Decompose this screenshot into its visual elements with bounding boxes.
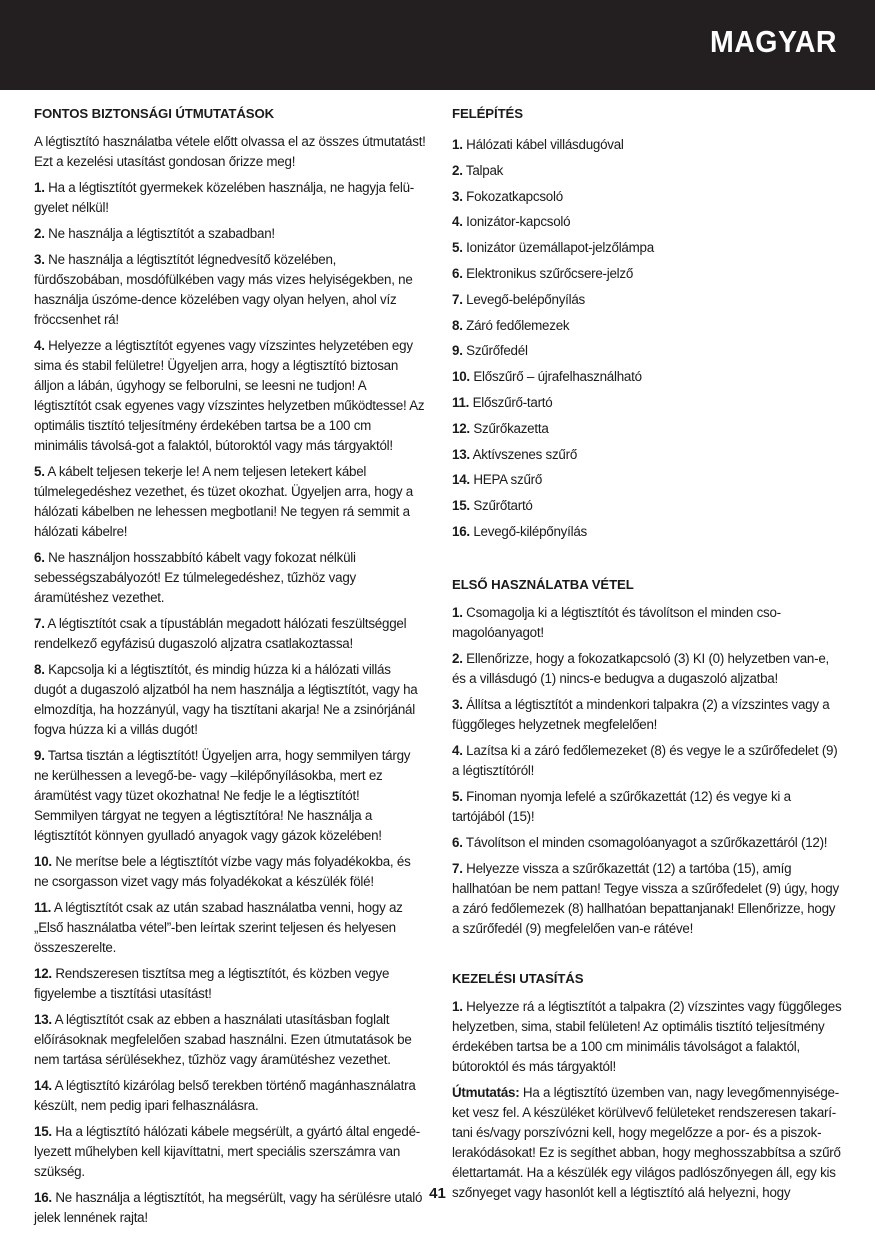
- header-bar: [0, 0, 875, 90]
- item-text: Szűrőkazetta: [473, 420, 549, 436]
- item-text: Ellenőrizze, hogy a fokozatkapcsoló (3) KI (0) helyzetben van-e, és a villásdugó (1) nincs-e bedugva a dugaszoló aljzatba!: [452, 650, 830, 686]
- item-number: 13.: [34, 1012, 52, 1027]
- item-text: Rendszeresen tisztítsa meg a légtisztítót, és közben vegye figyelembe a tisztítási utasítást!: [34, 966, 390, 1001]
- safety-intro: A légtisztító használatba vétele előtt olvassa el az összes útmutatást! Ezt a kezelési utasítást gondosan őrizze meg!: [34, 134, 426, 169]
- right-column: [452, 104, 844, 1209]
- structure-item: [452, 209, 844, 235]
- item-number: 6.: [452, 834, 463, 850]
- structure-item: [452, 158, 844, 184]
- item-number: 7.: [34, 616, 45, 631]
- item-number: 7.: [452, 291, 463, 307]
- item-text: Kapcsolja ki a légtisztítót, és mindig húzza ki a hálózati villás dugót a dugaszoló aljzatból ha nem használja a légtisztítót, vagy ha elmozdítja, ha hozzányúl, vagy ha tisztítani akarja! Ne a zsinórjánál fogva húzza ki a villás dugót!: [34, 662, 418, 737]
- safety-item: [34, 614, 426, 654]
- item-text: A légtisztítót csak az után szabad használatba venni, hogy az „Első használatba vétel”-ben leírtak szerint teljesen és helyesen összeszerelte.: [34, 900, 403, 955]
- item-text: Helyezze rá a légtisztítót a talpakra (2) vízszintes vagy függőleges helyzetben, sima, stabil felületen! Az optimális tisztító teljesítmény érdekében tartsa be a 100 cm minimális távolságot a falaktól, bútoroktól és más tárgyaktól!: [452, 998, 842, 1074]
- safety-item: [34, 224, 426, 244]
- item-text: Aktívszenes szűrő: [472, 446, 578, 462]
- item-number: 1.: [452, 137, 463, 152]
- item-number: 2.: [34, 226, 45, 241]
- item-number: 6.: [34, 550, 45, 565]
- first-use-title: ELSŐ HASZNÁLATBA VÉTEL: [452, 576, 634, 592]
- item-number: 11.: [452, 394, 470, 410]
- item-text: Előszűrő – újrafelhasználható: [473, 369, 642, 385]
- item-number: 4.: [452, 742, 463, 758]
- language-label: MAGYAR: [710, 24, 837, 59]
- structure-item: [452, 493, 844, 519]
- safety-item: [34, 1122, 426, 1182]
- structure-item: [452, 132, 844, 158]
- left-column: [34, 104, 426, 1234]
- item-text: Fokozatkapcsoló: [466, 188, 563, 204]
- item-number: 15.: [34, 1124, 52, 1139]
- item-number: 10.: [452, 369, 470, 385]
- item-text: A légtisztítót csak a típustáblán megadott hálózati feszültséggel rendelkező egyfázisú dugaszoló aljzatra csatlakoztassa!: [34, 616, 407, 651]
- item-number: 11.: [34, 900, 52, 915]
- item-number: 3.: [452, 188, 463, 204]
- structure-item: [452, 184, 844, 210]
- item-text: Szűrőtartó: [473, 498, 533, 514]
- operation-title: KEZELÉSI UTASÍTÁS: [452, 970, 584, 986]
- safety-item: [34, 178, 426, 218]
- item-number: 15.: [452, 498, 470, 514]
- first-use-item: [452, 741, 844, 781]
- item-number: 1.: [34, 180, 45, 195]
- item-number: 1.: [452, 604, 463, 620]
- first-use-list: [452, 603, 844, 939]
- safety-item: [34, 660, 426, 740]
- safety-item: [34, 250, 426, 330]
- structure-item: [452, 261, 844, 287]
- safety-item: [34, 898, 426, 958]
- first-use-item: [452, 695, 844, 735]
- item-number: 6.: [452, 265, 463, 281]
- item-text: Ha a légtisztítót gyermekek közelében használja, ne hagyja felü-gyelet nélkül!: [34, 180, 415, 215]
- item-text: Szűrőfedél: [466, 343, 528, 359]
- item-text: Ne használja a légtisztítót a szabadban!: [48, 226, 275, 241]
- item-text: Távolítson el minden csomagolóanyagot a szűrőkazettáról (12)!: [465, 834, 828, 850]
- item-number: 12.: [34, 966, 52, 981]
- item-number: 5.: [34, 464, 45, 479]
- item-number: 4.: [34, 338, 45, 353]
- item-number: 13.: [452, 446, 470, 462]
- structure-item: [452, 442, 844, 468]
- item-text: Tartsa tisztán a légtisztítót! Ügyeljen arra, hogy semmilyen tárgy ne kerülhessen a levegő-be- vagy –kilépőnyílásokba, mert ez áramütést vagy tüzet okozhatna! Ne fedje le a légtisztítót! Semmilyen tárgyat ne tegyen a légtisztítóra! Ne használja a légtisztítót könnyen gyulladó anyagok vagy gázok közelében!: [34, 748, 411, 843]
- item-text: A kábelt teljesen tekerje le! A nem teljesen letekert kábel túlmelegedéshez vezethet, és tüzet okozhat. Ügyeljen arra, hogy a hálózati kábelben ne lehessen megbotlani! Ne tegyen rá semmit a hálózati kábelre!: [34, 464, 414, 539]
- item-text: HEPA szűrő: [473, 472, 543, 488]
- item-text: Ionizátor-kapcsoló: [466, 214, 571, 230]
- item-text: A légtisztítót csak az ebben a használati utasításban foglalt előírásoknak megfelelően szabad használni. Ezen útmutatások be nem tartása sérülésekhez, tűzhöz vagy áramütéshez vezethet.: [34, 1012, 412, 1067]
- structure-item: [452, 287, 844, 313]
- item-text: Levegő-belépőnyílás: [466, 291, 585, 307]
- structure-item: [452, 467, 844, 493]
- item-text: Ha a légtisztító hálózati kábele megsérült, a gyártó által engedé-lyezett műhelyben kell kijavíttatni, mert speciális szerszámra van szükség.: [34, 1124, 420, 1179]
- item-text: Elektronikus szűrőcsere-jelző: [466, 265, 634, 281]
- item-number: 16.: [452, 523, 470, 539]
- item-number: 5.: [452, 788, 463, 804]
- item-text: Ionizátor üzemállapot-jelzőlámpa: [466, 240, 654, 256]
- structure-list: [452, 132, 844, 545]
- item-text: Levegő-kilépőnyílás: [473, 523, 587, 539]
- item-number: 8.: [34, 662, 45, 677]
- structure-item: [452, 364, 844, 390]
- item-number: 14.: [452, 472, 470, 488]
- safety-item: [34, 336, 426, 456]
- item-number: 2.: [452, 650, 463, 666]
- item-number: 9.: [452, 343, 463, 359]
- safety-item: [34, 548, 426, 608]
- page-number: 41: [429, 1185, 446, 1202]
- operation-item: [452, 997, 844, 1077]
- first-use-item: [452, 859, 844, 939]
- item-text: A légtisztító kizárólag belső terekben történő magánhasználatra készült, nem pedig ipari felhasználásra.: [34, 1078, 416, 1113]
- structure-item: [452, 235, 844, 261]
- item-number: 4.: [452, 214, 463, 230]
- item-text: Ne használja a légtisztítót, ha megsérült, vagy ha sérülésre utaló jelek lennének rajta!: [34, 1190, 423, 1225]
- first-use-item: [452, 603, 844, 643]
- safety-item: [34, 852, 426, 892]
- item-number: 5.: [452, 240, 463, 256]
- structure-item: [452, 313, 844, 339]
- note-text: Ha a légtisztító üzemben van, nagy levegőmennyisége-ket vesz fel. A készüléket körülvevő felületeket rendszeresen takarí-tani és/vagy porszívózni kell, hogy megelőzze a por- és a piszok-lerakódásokat! Ez is segíthet abban, hogy meghosszabbítsa a szűrő élettartamát. Ha a készülék egy világos padlószőnyegen áll, egy kis szőnyeget vagy hasonlót kell a légtisztító alá helyezni, hogy: [452, 1084, 841, 1200]
- first-use-item: [452, 787, 844, 827]
- first-use-item: [452, 649, 844, 689]
- first-use-item: [452, 833, 844, 853]
- item-number: 3.: [34, 252, 45, 267]
- item-text: Ne használja a légtisztítót légnedvesítő közelében, fürdőszobában, mosdófülkében vagy más vizes helyiségekben, ne használja úszóme-dence közelében vagy olyan helyen, ahol víz fröccsenhet rá!: [34, 252, 413, 327]
- item-number: 8.: [452, 317, 463, 333]
- item-text: Finoman nyomja lefelé a szűrőkazettát (12) és vegye ki a tartójából (15)!: [452, 788, 791, 824]
- item-number: 2.: [452, 162, 463, 178]
- note-label: Útmutatás:: [452, 1084, 520, 1100]
- item-text: Hálózati kábel villásdugóval: [466, 137, 624, 152]
- item-text: Talpak: [465, 162, 504, 178]
- item-number: 10.: [34, 854, 52, 869]
- item-number: 12.: [452, 420, 470, 436]
- item-text: Ne merítse bele a légtisztítót vízbe vagy más folyadékokba, és ne csorgasson vizet vagy más folyadékokat a készülék fölé!: [34, 854, 411, 889]
- item-number: 14.: [34, 1078, 52, 1093]
- item-text: Ne használjon hosszabbító kábelt vagy fokozat nélküli sebességszabályozót! Ez túlmelegedéshez, tűzhöz vagy áramütéshez vezethet.: [34, 550, 356, 605]
- item-number: 1.: [452, 998, 463, 1014]
- safety-item: [34, 1010, 426, 1070]
- safety-title: FONTOS BIZTONSÁGI ÚTMUTATÁSOK: [34, 106, 275, 121]
- structure-item: [452, 416, 844, 442]
- item-text: Előszűrő-tartó: [472, 394, 553, 410]
- item-number: 16.: [34, 1190, 52, 1205]
- safety-list: [34, 178, 426, 1228]
- safety-item: [34, 462, 426, 542]
- item-text: Lazítsa ki a záró fedőlemezeket (8) és vegye le a szűrőfedelet (9) a légtisztítóról!: [452, 742, 838, 778]
- item-text: Csomagolja ki a légtisztítót és távolítson el minden cso-magolóanyagot!: [452, 604, 781, 640]
- item-number: 3.: [452, 696, 463, 712]
- structure-title: FELÉPÍTÉS: [452, 106, 523, 121]
- structure-item: [452, 390, 844, 416]
- structure-item: [452, 519, 844, 545]
- safety-item: [34, 1076, 426, 1116]
- item-text: Helyezze vissza a szűrőkazettát (12) a tartóba (15), amíg hallhatóan be nem pattan! Tegye vissza a szűrőfedelet (9) úgy, hogy a záró fedőlemezek (8) hallhatóan bepattanjanak! Ellenőrizze, hogy a szűrőfedél (9) megfelelően van-e rátéve!: [452, 860, 839, 936]
- item-text: Állítsa a légtisztítót a mindenkori talpakra (2) a vízszintes vagy a függőleges helyzetnek megfelelően!: [452, 696, 830, 732]
- item-number: 9.: [34, 748, 45, 763]
- safety-item: [34, 746, 426, 846]
- item-text: Helyezze a légtisztítót egyenes vagy vízszintes helyzetében egy sima és stabil felületre! Ügyeljen arra, hogy a légtisztító biztosan álljon a lábán, úgyhogy se felborulni, se leesni ne tudjon! A légtisztítót csak egyenes vagy vízszintes helyzetben működtesse! Az optimális tisztító teljesítmény érdekében tartsa be a 100 cm minimális távolsá-got a falaktól, bútoroktól vagy más tárgyaktól!: [34, 338, 425, 453]
- structure-item: [452, 338, 844, 364]
- item-number: 7.: [452, 860, 463, 876]
- item-text: Záró fedőlemezek: [466, 317, 570, 333]
- safety-item: [34, 964, 426, 1004]
